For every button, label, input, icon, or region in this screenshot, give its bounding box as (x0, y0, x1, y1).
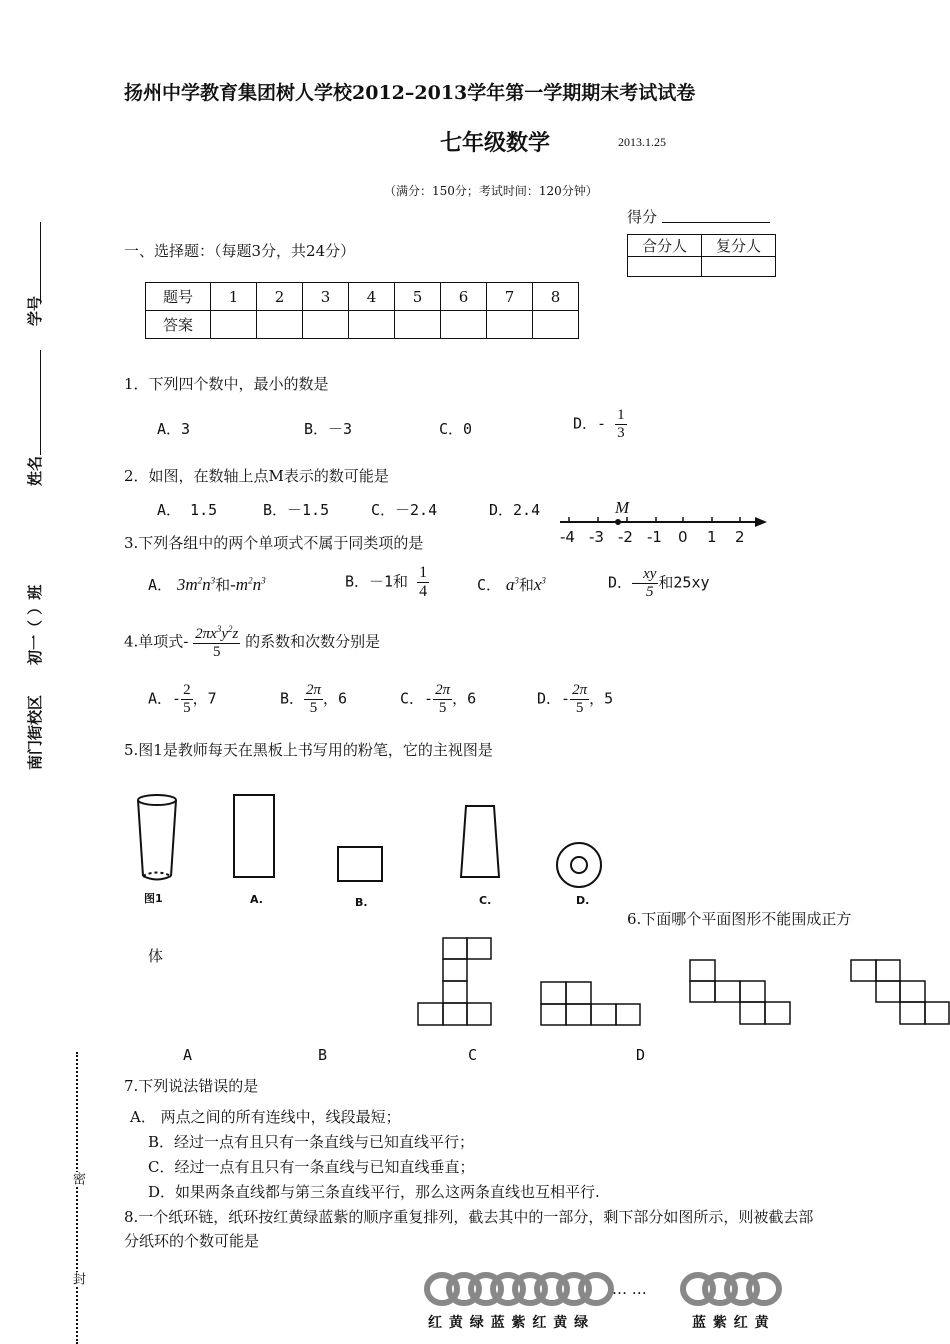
score-blank[interactable] (662, 222, 770, 223)
q7-stem: 7.下列说法错误的是 (124, 1077, 259, 1095)
option-label: C． (477, 576, 502, 594)
answer-cell[interactable] (395, 311, 441, 339)
tick-label: -4 (560, 528, 575, 546)
seal-line (76, 1052, 78, 1344)
option-d-inner (571, 857, 587, 873)
campus-label: 南门街校区 (26, 694, 44, 770)
option-b-shape (338, 847, 382, 881)
numerator: 1 (419, 564, 428, 581)
tick-label: 0 (678, 528, 688, 546)
section-heading: 一、选择题：（每题3分，共24分） (124, 242, 356, 260)
denominator: 3 (617, 424, 625, 441)
option-label: B．－1和 (345, 572, 409, 591)
q7-option-a: A． 两点之间的所有连线中，线段最短； (130, 1108, 401, 1126)
qnum-cell: 8 (533, 283, 579, 311)
numerator: 2 (183, 682, 191, 698)
answer-table-header-label: 题号 (146, 283, 211, 311)
answer-cell[interactable] (441, 311, 487, 339)
denominator: 5 (645, 583, 654, 600)
tick-label: -1 (647, 528, 662, 546)
name-blank[interactable] (40, 350, 41, 455)
and-word: 和 (215, 576, 231, 594)
q6-label-d: D (636, 1046, 646, 1064)
answer-table (145, 282, 579, 339)
option-label: C．- (400, 689, 434, 708)
numerator: 1 (617, 407, 625, 423)
q4-a-tail: ，7 (192, 689, 217, 708)
and-word: 和 (518, 576, 534, 594)
q4-c-fraction: $\frac{2\pi}{5}$ (435, 682, 451, 716)
option-label: D． (608, 573, 633, 592)
sign-table (627, 234, 776, 277)
q5-label-c: C. (479, 894, 492, 907)
option-label: A． (148, 576, 173, 594)
q1-option-a: A．3 (157, 420, 191, 438)
q4-b-tail: ，6 (323, 689, 348, 708)
denominator: 5 (183, 699, 191, 716)
q2-option-d: D．2.4 (489, 501, 541, 519)
q4-d-fraction: $\frac{2\pi}{5}$ (572, 682, 588, 716)
q4-d-tail: ，5 (589, 689, 614, 708)
answer-cell[interactable] (533, 311, 579, 339)
q3-option-c: C． $a^3$和$x^3$ (477, 575, 546, 594)
q1-option-c: C．0 (439, 420, 473, 438)
q1-stem: 1．下列四个数中，最小的数是 (124, 375, 329, 393)
q6-label-c: C (468, 1046, 478, 1064)
answer-cell[interactable] (349, 311, 395, 339)
qnum-cell: 7 (487, 283, 533, 311)
q3-option-d: D．– $\frac{xy}{5}$ 和25xy (608, 566, 710, 600)
subject-title: 七年级数学 (440, 130, 551, 156)
q4-stem (124, 625, 380, 660)
tick-label: 2 (735, 528, 745, 546)
ring-ellipsis: … … (612, 1280, 647, 1298)
grader-label: 合分人 (628, 235, 702, 257)
q3-d-fraction (641, 566, 658, 600)
q4-option-b (280, 682, 347, 716)
answer-cell[interactable] (211, 311, 257, 339)
q4-c-tail: ，6 (452, 689, 477, 708)
point-m-label: M (615, 498, 630, 517)
q5-label-b: B. (355, 896, 368, 909)
qnum-cell: 1 (211, 283, 257, 311)
denominator: 5 (575, 699, 584, 716)
denominator: 4 (419, 582, 428, 600)
q6-label-b: B (318, 1046, 328, 1064)
q4-a-fraction (181, 682, 193, 716)
net-a (418, 938, 491, 1025)
q7-option-c: C．经过一点有且只有一条直线与已知直线垂直； (148, 1158, 475, 1176)
net-c (690, 960, 790, 1024)
q1-d-fraction (615, 407, 627, 441)
tick-label: 1 (707, 528, 717, 546)
q1-option-b: B．－3 (304, 420, 353, 438)
q3-option-b (345, 564, 429, 600)
left-ring-colors: 红 黄 绿 蓝 紫 红 黄 绿 (428, 1315, 590, 1331)
q5-figures (130, 790, 610, 890)
option-a-shape (234, 795, 274, 877)
denominator: 5 (309, 699, 318, 716)
student-no-label: 学号 (26, 295, 44, 326)
qnum-cell: 2 (257, 283, 303, 311)
answer-cell[interactable] (257, 311, 303, 339)
q4-stem-suffix: 的系数和次数分别是 (245, 632, 381, 651)
score-label: 得分 (627, 208, 658, 226)
tick-label: -3 (589, 528, 604, 546)
q6-stem-cont: 体 (148, 947, 164, 965)
seal-char-feng: 封 (70, 1272, 85, 1285)
option-d-outer (557, 843, 601, 887)
q4-option-d (537, 682, 613, 716)
q6-stem: 6.下面哪个平面图形不能围成正方 (627, 910, 852, 928)
denominator: 5 (213, 643, 221, 660)
exam-info: （满分：150分；考试时间：120分钟） (384, 184, 598, 198)
q2-option-b: B．－1.5 (263, 501, 330, 519)
chalk-figure (138, 795, 176, 880)
net-b (541, 982, 640, 1025)
q4-b-fraction: $\frac{2\pi}{5}$ (306, 682, 322, 716)
q1-option-d (573, 407, 627, 441)
q2-stem: 2．如图，在数轴上点M表示的数可能是 (124, 467, 389, 485)
net-d (851, 960, 949, 1024)
q7-option-d: D．如果两条直线都与第三条直线平行，那么这两条直线也互相平行. (148, 1183, 600, 1201)
name-label: 姓名 (26, 455, 44, 486)
option-label: B． (280, 689, 305, 708)
numerator: xy (643, 566, 657, 582)
reviewer-cell[interactable] (702, 257, 776, 277)
q2-option-c: C．－2.4 (371, 501, 438, 519)
q5-figure-label: 图1 (144, 892, 163, 905)
tick-label: -2 (618, 528, 633, 546)
grader-cell[interactable] (628, 257, 702, 277)
point-m (615, 519, 621, 525)
exam-date: 2013.1.25 (618, 135, 666, 149)
q3-d-tail: 和25xy (658, 573, 710, 592)
q5-stem: 5.图1是教师每天在黑板上书写用的粉笔，它的主视图是 (124, 741, 493, 759)
q4-option-a (148, 682, 217, 716)
q8-stem-cont: 分纸环的个数可能是 (124, 1232, 260, 1250)
q5-label-a: A. (250, 893, 263, 906)
left-rings (427, 1275, 611, 1303)
q6-nets (418, 938, 950, 1028)
q1-d-prefix: D．- (573, 414, 607, 433)
option-label: A．- (148, 689, 182, 708)
q3-option-a: A． $3m^2n^3$和$-m^2n^3$ (148, 575, 266, 594)
answer-row-label: 答案 (146, 311, 211, 339)
reviewer-label: 复分人 (702, 235, 776, 257)
q2-option-a: A． 1.5 (157, 501, 218, 519)
ring-chain (422, 1270, 782, 1310)
answer-cell[interactable] (303, 311, 349, 339)
right-ring-colors: 蓝 紫 红 黄 (692, 1315, 770, 1331)
class-label: 初一（ ）班 (26, 584, 44, 665)
q4-option-c (400, 682, 476, 716)
q6-label-a: A (183, 1046, 193, 1064)
option-c-shape (461, 806, 499, 877)
q3-stem: 3.下列各组中的两个单项式不属于同类项的是 (124, 534, 424, 552)
denominator: 5 (438, 699, 447, 716)
q4-stem-prefix: 4.单项式- (124, 632, 189, 651)
q3-b-fraction (417, 564, 429, 600)
right-rings (683, 1275, 779, 1303)
student-no-blank[interactable] (40, 222, 41, 300)
qnum-cell: 3 (303, 283, 349, 311)
answer-cell[interactable] (487, 311, 533, 339)
q5-label-d: D. (576, 894, 590, 907)
q7-option-b: B．经过一点有且只有一条直线与已知直线平行； (148, 1133, 475, 1151)
option-label: D．- (537, 689, 571, 708)
seal-char-mi: 密 (70, 1172, 85, 1185)
qnum-cell: 5 (395, 283, 441, 311)
qnum-cell: 6 (441, 283, 487, 311)
qnum-cell: 4 (349, 283, 395, 311)
q4-monomial: $\frac{2\pi x^3y^2z}{5}$ (195, 624, 239, 660)
exam-title: 扬州中学教育集团树人学校2012–2013学年第一学期期末考试试卷 (124, 82, 696, 104)
q8-stem: 8.一个纸环链，纸环按红黄绿蓝紫的顺序重复排列，截去其中的一部分，剩下部分如图所示，则被截去部 (124, 1208, 814, 1226)
